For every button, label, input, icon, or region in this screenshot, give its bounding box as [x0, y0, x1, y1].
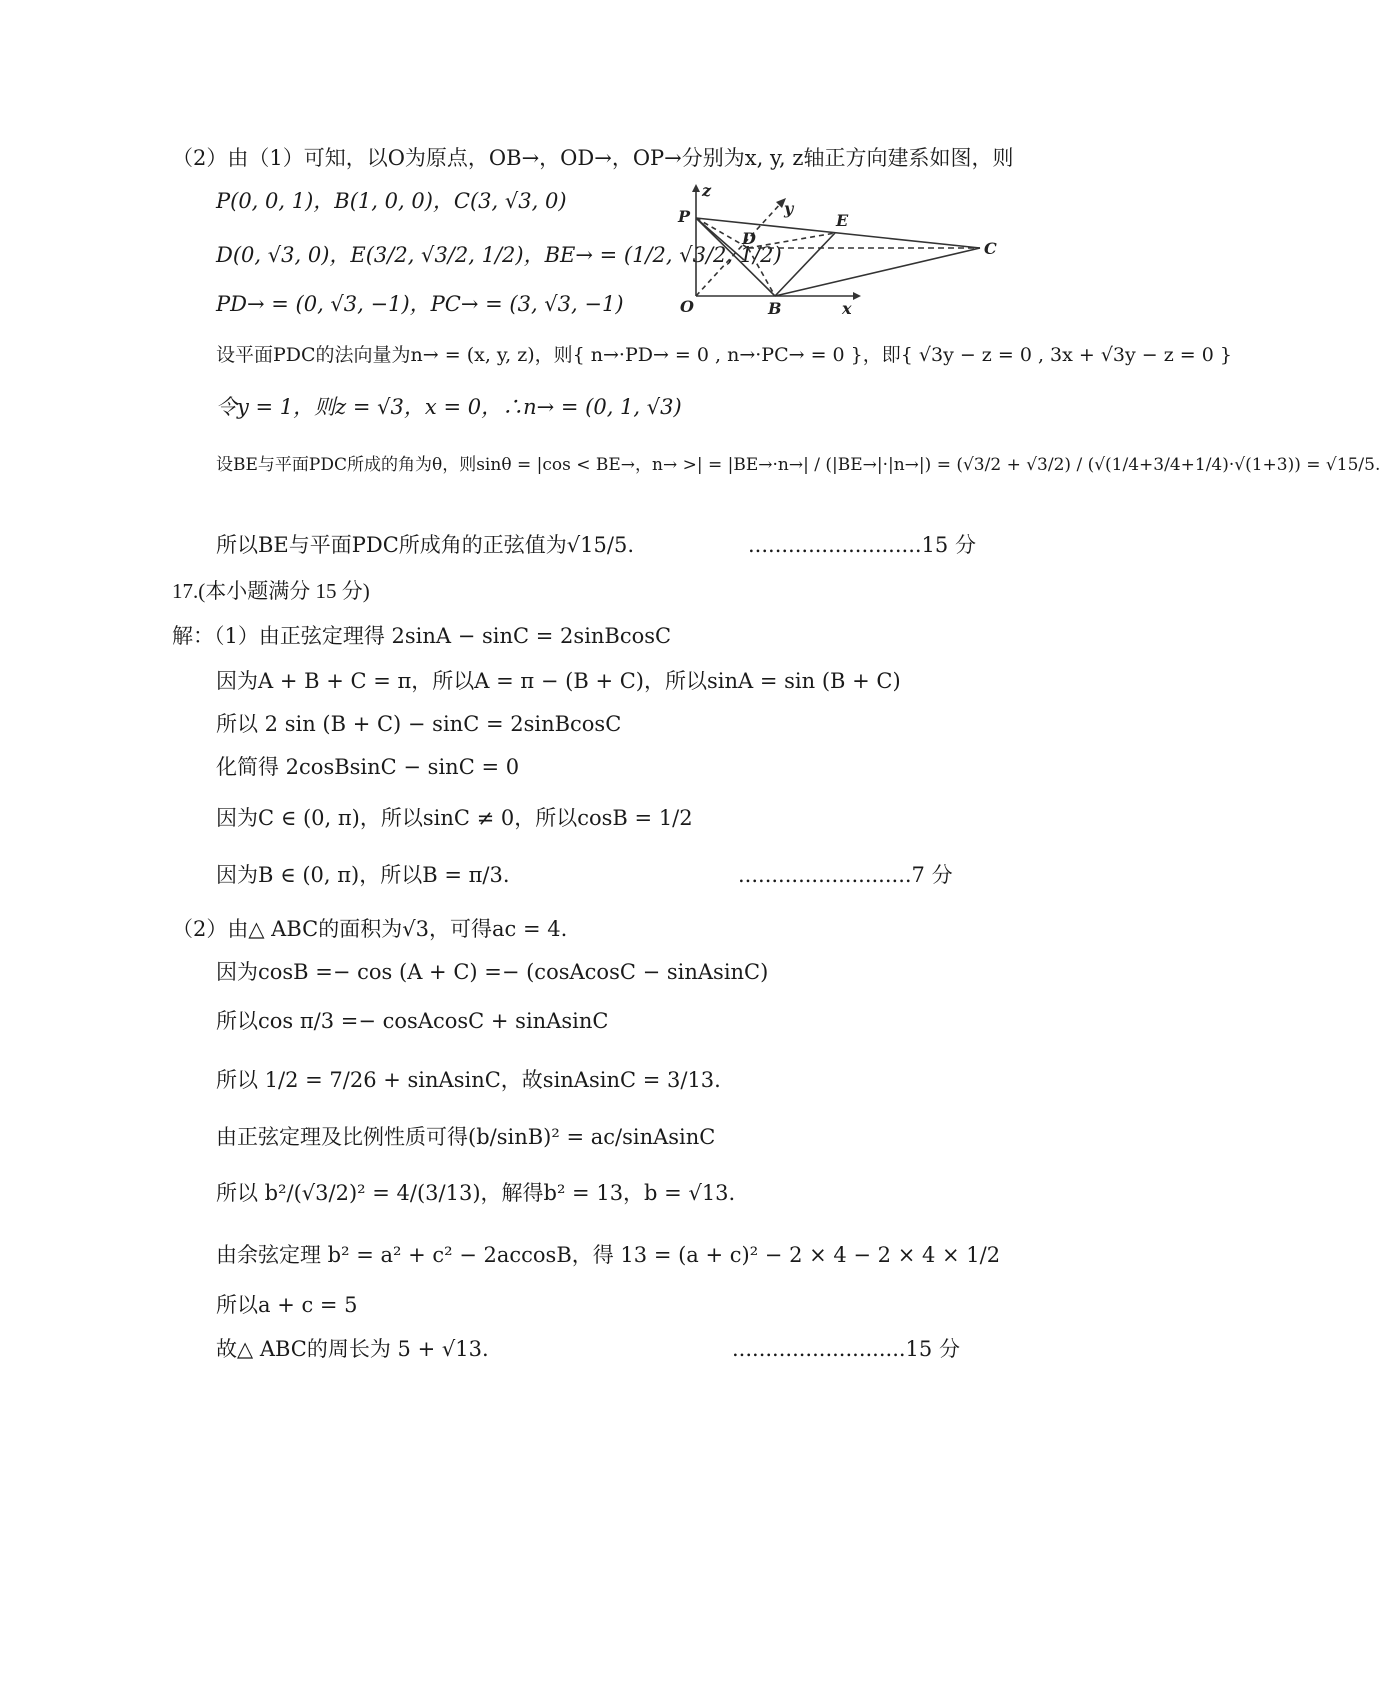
q17-p2-line-8: 所以a + c = 5 [216, 1293, 358, 1317]
edge-bc [775, 248, 980, 296]
q16-coords-line-2: D(0, √3, 0)，E(3/2, √3/2, 1/2)，BE→ = (1/2, √3/2, 1/2) [216, 243, 782, 267]
edge-p-mid [696, 218, 744, 260]
label-c: C [984, 239, 997, 258]
q17-p2-line-4: 所以 1/2 = 7/26 + sinAsinC，故sinAsinC = 3/13. [216, 1068, 721, 1092]
q17-p1-line-2: 因为A + B + C = π，所以A = π − (B + C)，所以sinA = sin (B + C) [216, 669, 901, 693]
q17-p2-line-9: 故△ ABC的周长为 5 + √13. [216, 1337, 489, 1361]
q17-p1-line-1: 解：（1）由正弦定理得 2sinA − sinC = 2sinBcosC [172, 624, 672, 648]
label-b: B [768, 299, 782, 318]
q17-p2-line-3: 所以cos π/3 =− cosAcosC + sinAsinC [216, 1009, 609, 1033]
q16-angle-formula: 设BE与平面PDC所成的角为θ，则sinθ = |cos < BE→，n→ >| = |BE→·n→| / (|BE→|·|n→|) = (√3/2 + √3/2) / (√(1/4+3/4+1/4)·√(1+3)) = √15/5. [216, 455, 1380, 475]
label-x: x [842, 299, 852, 318]
q16-coords-line-3: PD→ = (0, √3, −1)，PC→ = (3, √3, −1) [216, 292, 624, 316]
q17-p1-line-3: 所以 2 sin (B + C) − sinC = 2sinBcosC [216, 712, 622, 736]
edge-pb [696, 218, 775, 296]
label-d: D [742, 229, 756, 248]
q17-p1-score: ..........................7 分 [738, 863, 953, 887]
q17-p1-line-5: 因为C ∈ (0, π)，所以sinC ≠ 0，所以cosB = 1/2 [216, 806, 693, 830]
q16-conclusion: 所以BE与平面PDC所成角的正弦值为√15/5. [216, 533, 635, 557]
q16-normal-vector: 设平面PDC的法向量为n→ = (x, y, z)，则{ n→·PD→ = 0 , n→·PC→ = 0 }，即{ √3y − z = 0 , 3x + √3y − z = 0 } [216, 344, 1232, 366]
label-o: O [680, 297, 694, 316]
q16-solve-normal: 令y = 1，则z = √3，x = 0，∴n→ = (0, 1, √3) [216, 395, 682, 419]
q17-p1-line-6: 因为B ∈ (0, π)，所以B = π/3. [216, 863, 510, 887]
q17-p2-line-7: 由余弦定理 b² = a² + c² − 2accosB，得 13 = (a + c)² − 2 × 4 − 2 × 4 × 1/2 [216, 1243, 1001, 1267]
z-arrow-icon [692, 184, 700, 192]
q17-p2-line-2: 因为cosB =− cos (A + C) =− (cosAcosC − sinAsinC) [216, 960, 769, 984]
q16-score: ..........................15 分 [748, 533, 976, 557]
q17-p1-line-4: 化简得 2cosBsinC − sinC = 0 [216, 755, 520, 779]
label-z: z [702, 181, 712, 200]
q17-title: 17.(本小题满分 15 分) [172, 579, 370, 603]
label-e: E [836, 211, 849, 230]
x-arrow-icon [853, 292, 861, 300]
q17-p2-line-6: 所以 b²/(√3/2)² = 4/(3/13)，解得b² = 13，b = √13. [216, 1181, 736, 1205]
label-y: y [784, 199, 794, 218]
q17-p2-line-5: 由正弦定理及比例性质可得(b/sinB)² = ac/sinAsinC [216, 1125, 716, 1149]
label-p: P [678, 207, 691, 226]
y-axis [696, 202, 782, 296]
edge-db [748, 248, 775, 296]
q16-part2-intro: （2）由（1）可知，以O为原点，OB→，OD→，OP→分别为x, y, z轴正方向建系如图，则 [172, 146, 1014, 170]
q17-p2-line-1: （2）由△ ABC的面积为√3，可得ac = 4. [172, 917, 568, 941]
coordinate-figure [670, 178, 1010, 318]
q17-p2-score: ..........................15 分 [732, 1337, 960, 1361]
q16-coords-line-1: P(0, 0, 1)，B(1, 0, 0)，C(3, √3, 0) [216, 189, 567, 213]
